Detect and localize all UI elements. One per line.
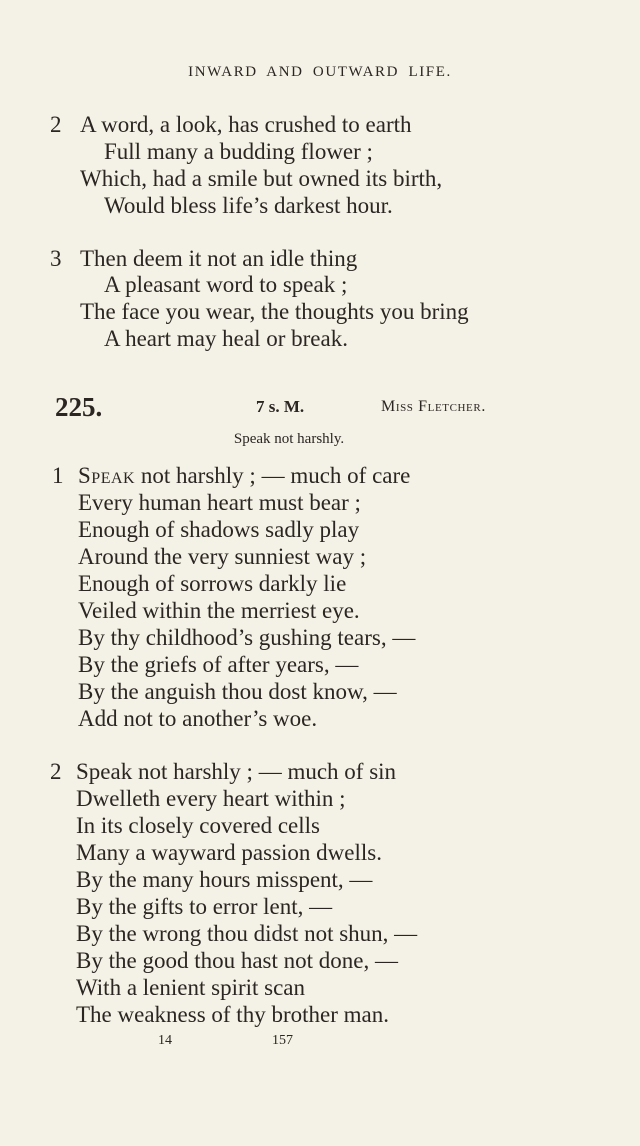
hymn-title: Speak not harshly. xyxy=(233,431,345,447)
running-head: INWARD AND OUTWARD LIFE. xyxy=(188,64,452,80)
verse-line: Which, had a smile but owned its birth, xyxy=(80,166,443,191)
verse-line: A word, a look, has crushed to earth xyxy=(80,112,412,137)
verse-line: Dwelleth every heart within ; xyxy=(76,786,346,811)
verse-line: By the griefs of after years, — xyxy=(78,652,359,677)
verse-line: Every human heart must bear ; xyxy=(78,490,361,515)
signature-mark: 14 xyxy=(158,1033,172,1048)
verse-line: Many a wayward passion dwells. xyxy=(76,840,382,865)
verse-line: Around the very sunniest way ; xyxy=(78,544,367,569)
verse-line: Then deem it not an idle thing xyxy=(80,246,358,271)
verse-line: Enough of sorrows darkly lie xyxy=(78,571,347,596)
verse-line: Speak not harshly ; — much of sin xyxy=(76,759,397,784)
verse-line: By the wrong thou didst not shun, — xyxy=(76,921,418,946)
verse-line: Veiled within the merriest eye. xyxy=(78,598,360,623)
verse-line: By thy childhood’s gushing tears, — xyxy=(78,625,416,650)
stanza-number: 3 xyxy=(50,246,62,271)
verse-line: In its closely covered cells xyxy=(76,813,320,838)
hymn-number: 225. xyxy=(55,392,103,422)
page-number: 157 xyxy=(272,1033,293,1048)
verse-line-first xyxy=(78,463,410,489)
verse-line: Would bless life’s darkest hour. xyxy=(104,193,393,218)
stanza-number: 2 xyxy=(50,112,62,137)
verse-line: By the anguish thou dost know, — xyxy=(78,679,397,704)
hymn-author: Miss Fletcher. xyxy=(381,398,486,415)
verse-line: By the many hours misspent, — xyxy=(76,867,373,892)
verse-line: With a lenient spirit scan xyxy=(76,975,306,1000)
verse-line: Add not to another’s woe. xyxy=(78,706,318,731)
verse-line: By the gifts to error lent, — xyxy=(76,894,333,919)
first-word: Speak xyxy=(78,463,136,488)
verse-line: The weakness of thy brother man. xyxy=(76,1002,389,1027)
verse-line: Enough of shadows sadly play xyxy=(78,517,360,542)
verse-line: A heart may heal or break. xyxy=(104,326,348,351)
verse-line: Full many a budding flower ; xyxy=(104,139,373,164)
hymn-meter: 7 s. M. xyxy=(256,397,305,416)
first-line-rest: not harshly ; — much of care xyxy=(135,463,411,488)
stanza-number: 1 xyxy=(52,463,64,488)
verse-line: The face you wear, the thoughts you bring xyxy=(80,299,469,324)
stanza-number: 2 xyxy=(50,759,62,784)
verse-line: A pleasant word to speak ; xyxy=(104,272,348,297)
verse-line: By the good thou hast not done, — xyxy=(76,948,398,973)
